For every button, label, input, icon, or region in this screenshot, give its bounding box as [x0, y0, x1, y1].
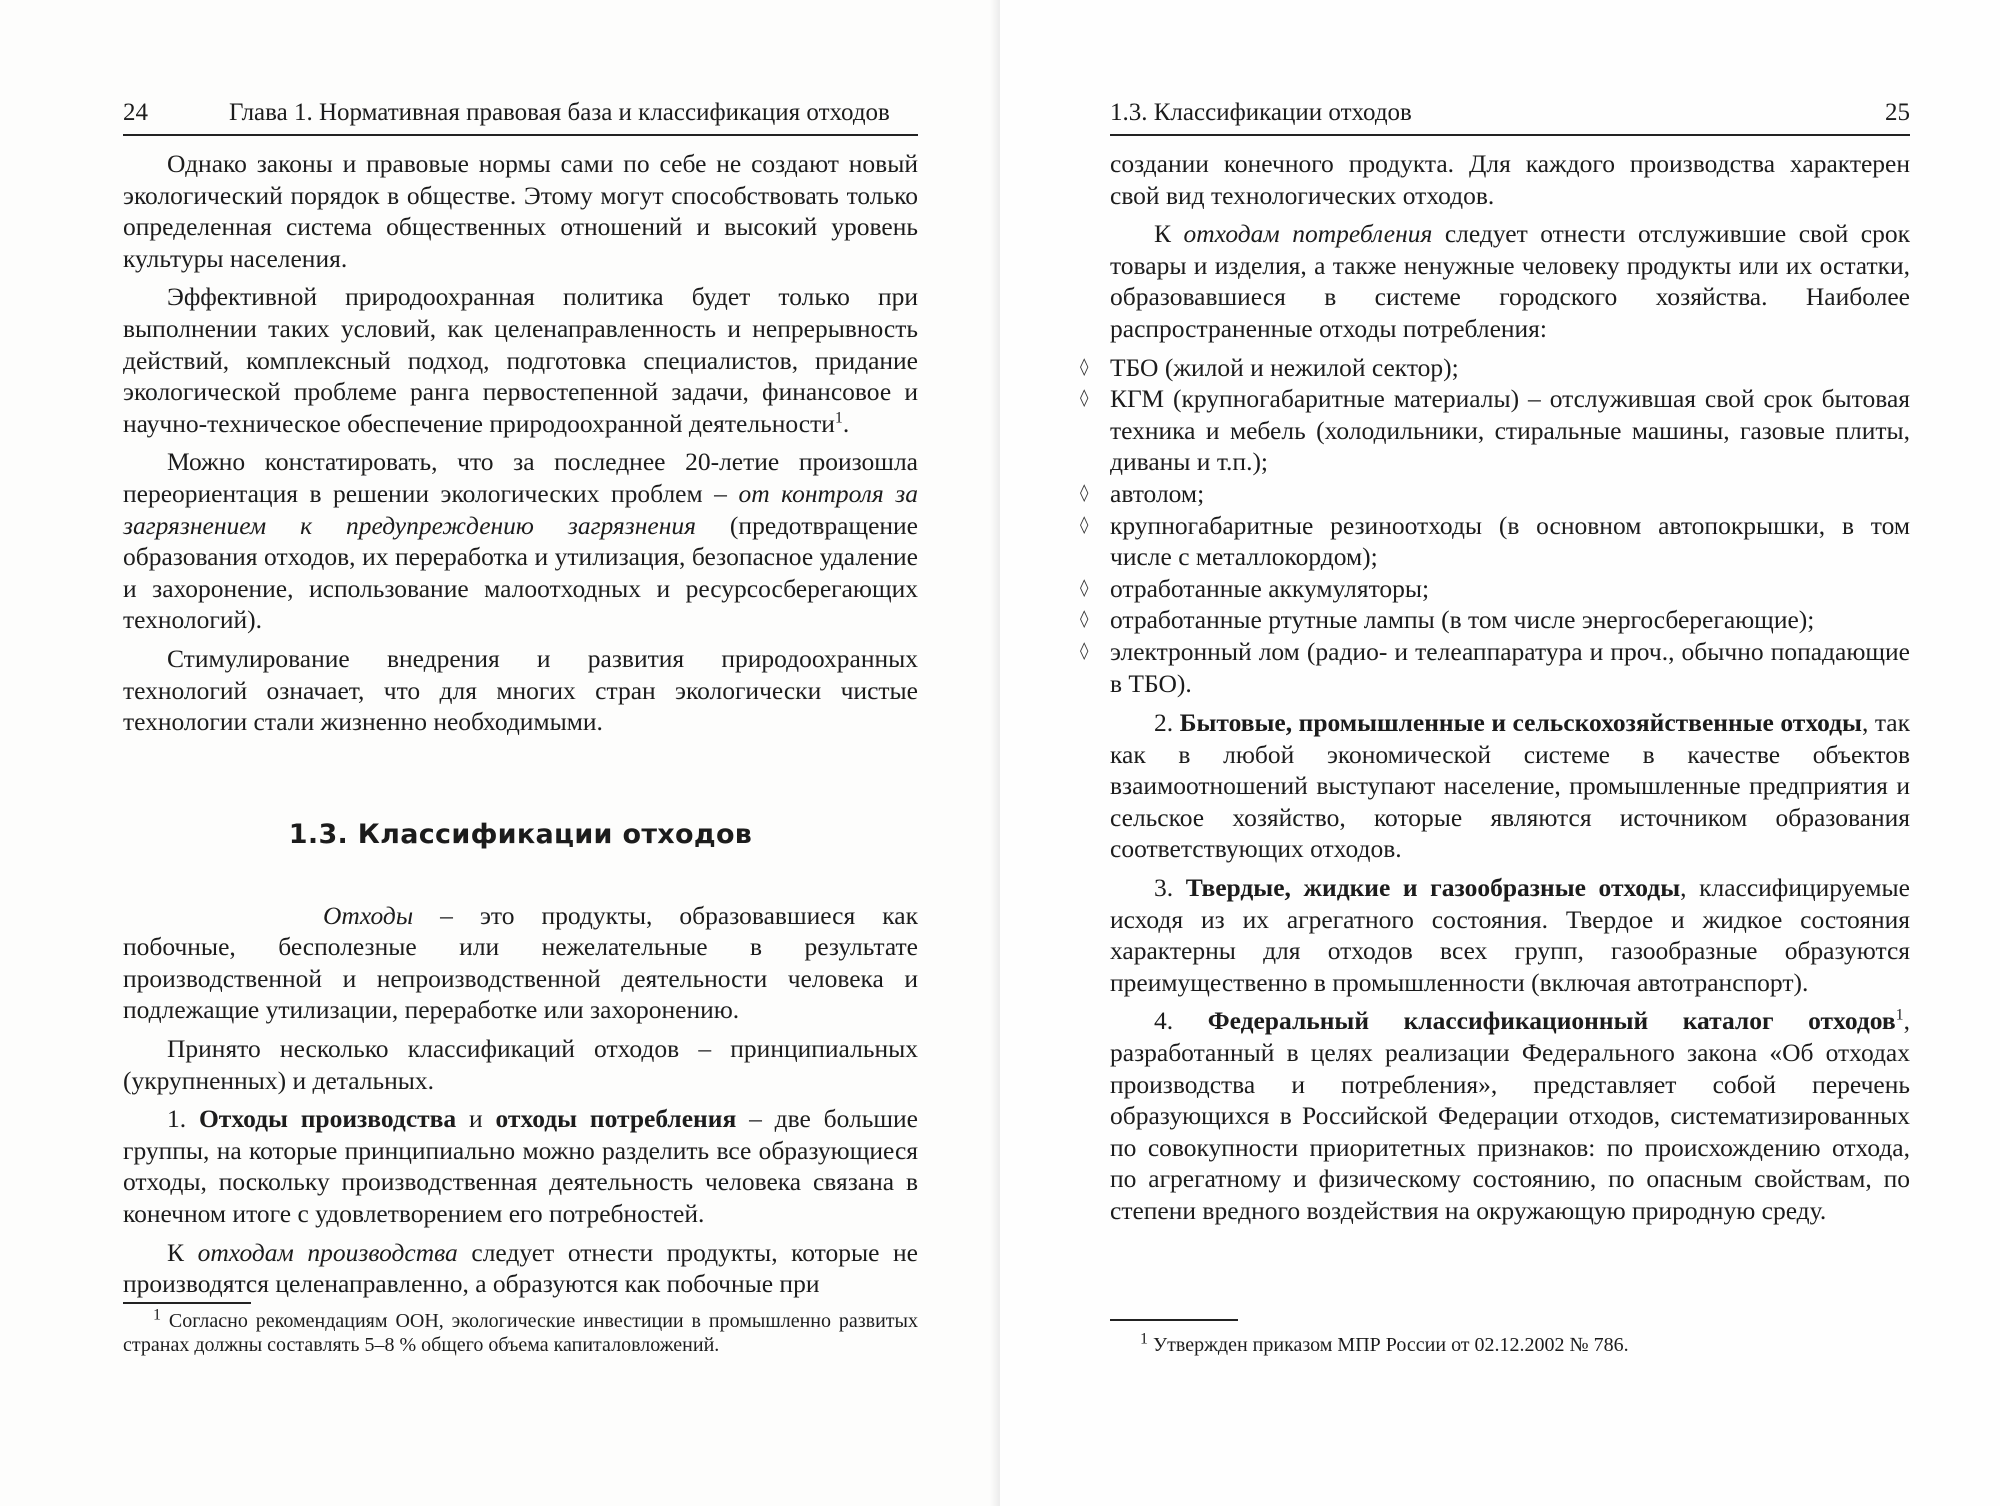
list-item: ◊ ТБО (жилой и нежилой сектор);	[1080, 352, 1459, 382]
running-head: Глава 1. Нормативная правовая база и классификация отходов	[229, 99, 890, 126]
paragraph: создании конечного продукта. Для каждого производства характерен свой вид технологических отходов.	[1110, 149, 1910, 210]
paragraph: Отходы – это продукты, образовавшиеся как побочные, бесполезные или нежелательные в результате производственной и непроизводственной деятельности человека и подлежащие утилизации, переработке или захоронению.	[123, 900, 918, 1025]
diamond-bullet-icon: ◊	[1080, 640, 1089, 661]
page-header	[1110, 98, 1910, 136]
paragraph: Можно констатировать, что за последнее 20-летие произошла переориентация в решении экологических проблем – от контроля за загрязнением к предупреждению загрязнения (предотвращение образования отходов, их переработка и утилизация, безопасное удаление и захоронение, использование малоотходных и ресурсосберегающих технологий).	[123, 447, 919, 635]
diamond-bullet-icon: ◊	[1080, 514, 1089, 535]
diamond-bullet-icon: ◊	[1080, 577, 1089, 598]
diamond-bullet-icon: ◊	[1080, 388, 1089, 409]
footnote: $^1$ Согласно рекомендациям ООН, экологические инвестиции в промышленно развитых странах должны составлять 5–8 % общего объема капиталовложений.	[123, 1306, 918, 1356]
list-item: ◊ отработанные ртутные лампы (в том числе энергосберегающие);	[1080, 605, 1815, 635]
running-head: 1.3. Классификации отходов	[1110, 99, 1412, 126]
footnote: $^1$ Утвержден приказом МПР России от 02.12.2002 № 786.	[1140, 1330, 1629, 1356]
diamond-bullet-icon: ◊	[1080, 356, 1089, 377]
footnote-divider	[1110, 1319, 1238, 1321]
paragraph: Стимулирование внедрения и развития природоохранных технологий означает, что для многих стран экологически чистые технологии стали жизненно необходимыми.	[123, 643, 918, 737]
paragraph: 4. Федеральный классификационный каталог отходов$^1$, разработанный в целях реализации Федерального закона «Об отходах производства и потребления», представляет собой перечень образующихся в Российской Федерации отходов, систематизированных по совокупности приоритетных признаков: по происхождению отхода, по агрегатному и физическому состоянию, по опасным свойствам, по степени вредного воздействия на окружающую природную среду.	[1110, 1006, 1911, 1225]
paragraph: 3. Твердые, жидкие и газообразные отходы, классифицируемые исходя из их агрегатного состояния. Твердое и жидкое состояния характерны для отходов всех групп, газообразные образуются преимущественно в промышленности (включая автотранспорт).	[1110, 873, 1910, 997]
body-text	[123, 148, 918, 1307]
page-number: 25	[1885, 99, 1910, 126]
diamond-bullet-icon: ◊	[1080, 482, 1089, 503]
list-item: ◊ автолом;	[1080, 478, 1205, 508]
footnote-divider	[123, 1302, 251, 1304]
paragraph: К отходам потребления следует отнести отслужившие свой срок товары и изделия, а также ненужные человеку продукты или их остатки, образовавшиеся в системе городского хозяйства. Наиболее распространенные отходы потребления:	[1110, 219, 1910, 343]
paragraph: 2. Бытовые, промышленные и сельскохозяйственные отходы, так как в любой экономической системе в качестве объектов взаимоотношений выступают население, промышленные предприятия и сельское хозяйство, которые являются источником образования соответствующих отходов.	[1110, 708, 1911, 864]
list-item: ◊ электронный лом (радио- и телеаппаратура и проч., обычно попадающие в ТБО).	[1080, 636, 1910, 698]
footnote-ref: 1	[1895, 1006, 1904, 1024]
paragraph: Эффективной природоохранная политика будет только при выполнении таких условий, как целенаправленность и непрерывность действий, комплексный подход, подготовка специалистов, придание экологической проблеме ранга первостепенной задачи, финансовое и научно-техническое обеспечение природоохранной деятельности$^1$.	[123, 282, 918, 438]
section-heading: 1.3. Классификации отходов	[288, 818, 753, 850]
page-number: 24	[123, 99, 148, 126]
paragraph: К отходам производства следует отнести продукты, которые не производятся целенаправленно, а образуются как побочные при	[123, 1237, 918, 1299]
paragraph: 1. Отходы производства и отходы потребления – две большие группы, на которые принципиально можно разделить все образующиеся отходы, поскольку производственная деятельность человека связана в конечном итоге с удовлетворением его потребностей.	[123, 1104, 918, 1229]
body-text	[1080, 148, 1911, 1234]
bullet-list	[1080, 352, 1910, 700]
list-item: ◊ отработанные аккумуляторы;	[1080, 573, 1430, 603]
diamond-bullet-icon: ◊	[1080, 609, 1089, 630]
list-item: ◊ КГМ (крупногабаритные материалы) – отслужившая свой срок бытовая техника и мебель (холодильники, стиральные машины, газовые плиты, диваны и т.п.);	[1080, 384, 1910, 477]
page-header	[123, 98, 918, 136]
list-item: ◊ крупногабаритные резиноотходы (в основном автопокрышки, в том числе с металлокордом);	[1080, 510, 1910, 572]
paragraph: Однако законы и правовые нормы сами по себе не создают новый экологический порядок в обществе. Этому могут способствовать только определенная система общественных отношений и высокий уровень культуры населения.	[123, 149, 918, 273]
footnote-ref: 1	[834, 409, 843, 427]
right-page	[1000, 0, 2000, 1506]
paragraph: Принято несколько классификаций отходов – принципиальных (укрупненных) и детальных.	[123, 1034, 918, 1095]
